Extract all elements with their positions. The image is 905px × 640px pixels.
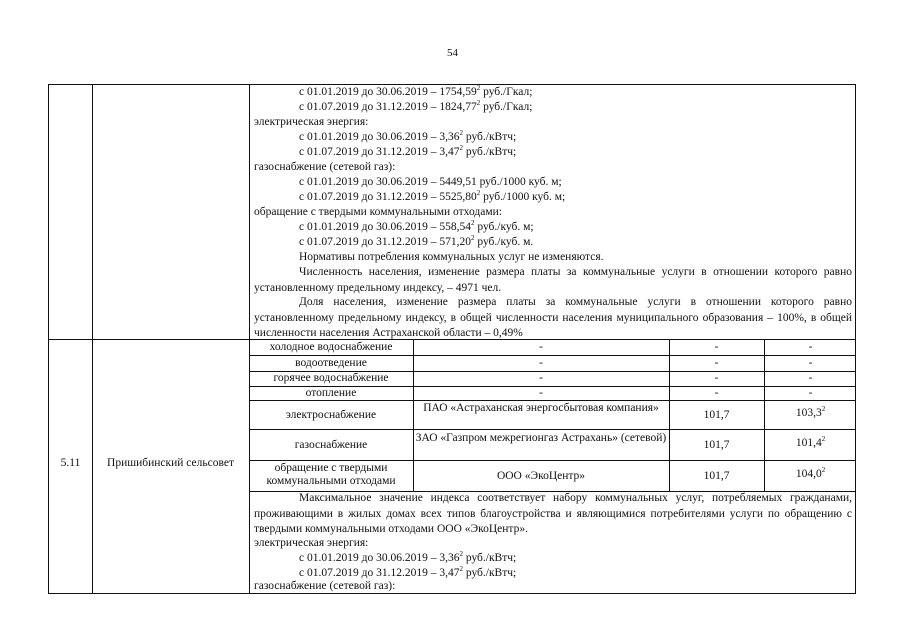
service-name: электроснабжение: [285, 409, 377, 421]
tariff-line: с 01.01.2019 до 30.06.2019 – 5449,51 руб./1000 куб. м;: [299, 176, 562, 188]
tariff-line: с 01.01.2019 до 30.06.2019 – 3,36$^2$ руб./кВтч;: [299, 550, 517, 564]
tariff-line: с 01.07.2019 до 31.12.2019 – 3,47$^2$ руб./кВтч;: [299, 144, 517, 158]
norms-line: Нормативы потребления коммунальных услуг не изменяются.: [299, 251, 604, 263]
service-name: горячее водоснабжение: [273, 372, 389, 384]
index-max-value: -: [808, 357, 813, 369]
index-value: 101,7: [703, 439, 730, 451]
service-name: газоснабжение: [294, 439, 368, 451]
tariff-line: с 01.07.2019 до 31.12.2019 – 5525,80$^2$ руб./1000 куб. м;: [299, 189, 566, 203]
tariff-line: с 01.07.2019 до 31.12.2019 – 3,47$^2$ руб./кВтч;: [299, 565, 517, 579]
index-value: 101,7: [703, 470, 730, 482]
index-value: -: [714, 387, 719, 399]
index-max-value: 101,4$^2$: [795, 435, 826, 449]
provider-name: -: [539, 372, 543, 384]
tariff-line: с 01.07.2019 до 31.12.2019 – 1824,77$^2$ руб./Гкал;: [299, 99, 533, 113]
tariff-table: [48, 84, 856, 594]
service-name: отопление: [305, 387, 357, 399]
tariff-line: с 01.07.2019 до 31.12.2019 – 571,20$^2$ руб./куб. м.: [299, 234, 534, 248]
population-paragraph: Численность населения, изменение размера платы за коммунальные услуги в отношении которого равно установленному предельному индексу, – 4971 чел.: [254, 266, 852, 294]
note-paragraph: Максимальное значение индекса соответствует набору коммунальных услуг, потребляемых гражданами, проживающими в жилых домах всех типов благоустройства и являющимися потребителями услуги по обращению с твердыми коммунальными отходами ООО «ЭкоЦентр».: [254, 492, 852, 535]
tariff-line: с 01.01.2019 до 30.06.2019 – 558,54$^2$ руб./куб. м;: [299, 219, 534, 233]
service-name: обращение с твердыми коммунальными отходами: [266, 462, 396, 487]
index-value: -: [714, 341, 719, 353]
index-max-value: -: [808, 341, 813, 353]
service-name: холодное водоснабжение: [269, 341, 393, 353]
index-max-value: 103,3$^2$: [795, 405, 826, 419]
provider-name: -: [539, 387, 543, 399]
share-paragraph: Доля населения, изменение размера платы за коммунальные услуги в отношении которого равно установленному предельному индексу, в общей численности населения муниципального образования – 100%, в общей численности населения Астраханской области – 0,49%: [254, 296, 852, 339]
index-max-value: -: [808, 372, 813, 384]
index-value: -: [714, 357, 719, 369]
service-heading: обращение с твердыми коммунальными отходами:: [254, 206, 502, 218]
index-value: 101,7: [703, 409, 730, 421]
service-heading: газоснабжение (сетевой газ):: [254, 580, 396, 592]
provider-name: ЗАО «Газпром межрегионгаз Астрахань» (сетевой): [415, 432, 667, 444]
section-number: 5.11: [60, 457, 81, 469]
service-heading: электрическая энергия:: [254, 116, 369, 128]
page-number: 54: [447, 47, 458, 59]
provider-name: -: [539, 341, 543, 353]
index-value: -: [714, 372, 719, 384]
service-name: водоотведение: [295, 357, 367, 369]
provider-name: ООО «ЭкоЦентр»: [496, 470, 586, 482]
tariff-line: с 01.01.2019 до 30.06.2019 – 3,36$^2$ руб./кВтч;: [299, 129, 517, 143]
tariff-line: с 01.01.2019 до 30.06.2019 – 1754,59$^2$ руб./Гкал;: [299, 84, 533, 98]
service-heading: электрическая энергия:: [254, 537, 369, 549]
index-max-value: 104,0$^2$: [795, 466, 826, 480]
municipality-name: Пришибинский сельсовет: [107, 457, 234, 469]
provider-name: -: [539, 357, 543, 369]
service-heading: газоснабжение (сетевой газ):: [254, 161, 396, 173]
index-max-value: -: [808, 387, 813, 399]
provider-name: ПАО «Астраханская энергосбытовая компания»: [423, 402, 659, 414]
